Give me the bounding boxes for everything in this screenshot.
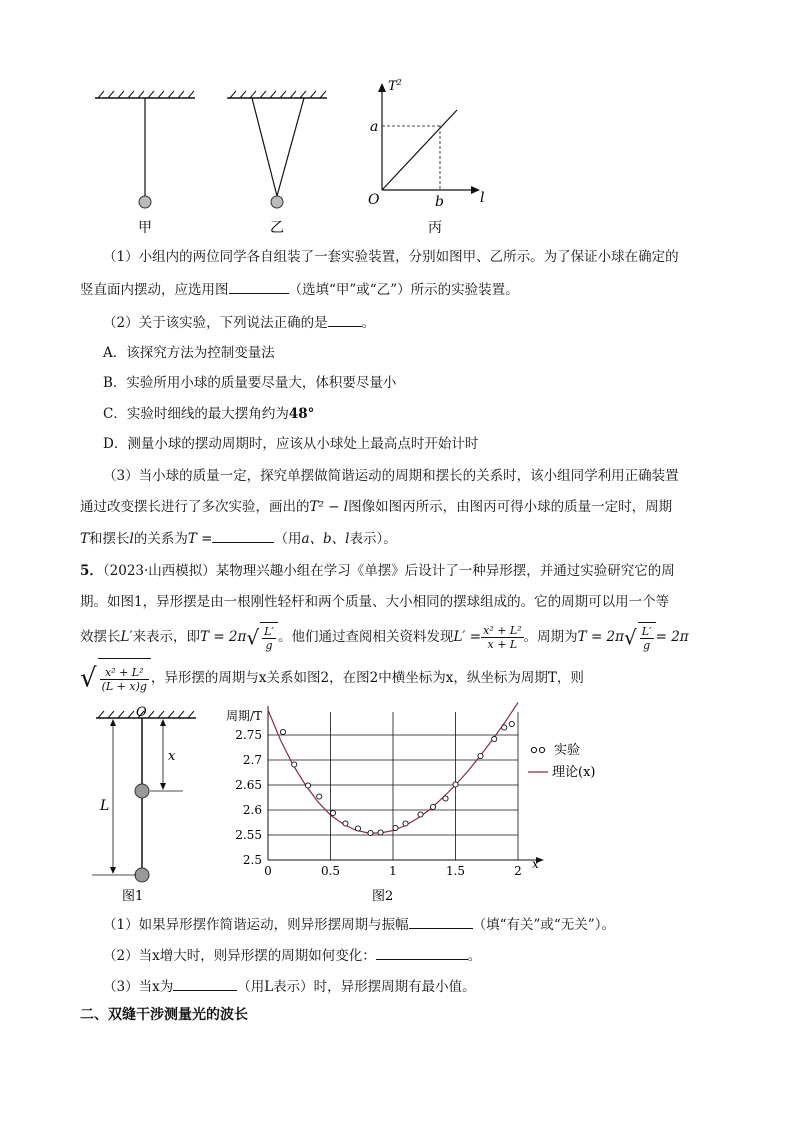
option-c	[103, 404, 314, 424]
q5-sub3-hint: （用L表示）时，异形摆周期有最小值。	[237, 979, 476, 995]
vars-abl: a、b、l	[301, 531, 350, 547]
frac-den: x + L	[487, 638, 518, 651]
answer-blank-1[interactable]	[229, 279, 289, 294]
answer-blank-2[interactable]	[328, 312, 362, 327]
t2-l-expression: T² − l	[309, 499, 349, 515]
q5-number: 5．	[80, 563, 103, 579]
data-point	[378, 830, 383, 835]
q5-text-3b: 来表示，即	[132, 629, 201, 645]
figure-bing	[362, 78, 497, 238]
q4-part3-line1: （3）当小球的质量一定，探究单摆做简谐运动的周期和摆长的关系时，该小组同学利用正确装置	[103, 468, 679, 484]
label-origin: O	[368, 192, 380, 208]
q5-text-3c: 。他们通过查阅相关资料发现	[277, 629, 454, 645]
x-tick-label: 0	[264, 864, 272, 878]
var-T: T	[80, 531, 90, 547]
option-c-angle: 48°	[288, 406, 315, 422]
data-point	[502, 725, 507, 730]
q4-part3-text-e: （用	[274, 531, 302, 547]
option-c-text: C．实验时细线的最大摆角约为	[103, 406, 289, 422]
var-l: l	[129, 531, 134, 547]
data-point	[305, 783, 310, 788]
data-point	[368, 830, 373, 835]
q4-part3-text-a: 通过改变摆长进行了多次实验，画出的	[80, 499, 310, 515]
label-b: b	[435, 194, 444, 210]
figure-2-chart	[222, 700, 622, 908]
q5-text-1: （2023·山西模拟）某物理兴趣小组在学习《单摆》后设计了一种异形摆，并通过实验研究它的周	[102, 563, 675, 579]
answer-blank-5[interactable]	[376, 945, 468, 960]
x-tick-label: 1.5	[445, 864, 466, 878]
data-point	[355, 826, 360, 831]
q4-part3-text-d: 的关系为	[133, 531, 188, 547]
x-tick-label: 1	[389, 864, 397, 878]
q4-part1-hint: （选填“甲”或“乙”）所示的实验装置。	[288, 282, 519, 298]
q4-part3-line3	[80, 528, 397, 549]
data-point	[430, 804, 435, 809]
q5-line4: √ $\frac{\text{x² + L²}}{(L + x)g}$ ，异形摆的周期与x关系如图2，在图2中横坐标为x，纵坐标为周期T，则	[80, 658, 584, 698]
axis-l-label: l	[480, 190, 485, 206]
data-point	[443, 796, 448, 801]
fig1-label-O: O	[136, 705, 147, 720]
data-point	[418, 812, 423, 817]
axis-t2-label: T	[388, 79, 397, 94]
frac-big-num: x² + L²	[100, 666, 149, 680]
q5-sub3-text: （3）当x为	[103, 979, 174, 995]
x-tick-label: 2	[514, 864, 522, 878]
option-d: D．测量小球的摆动周期时，应该从小球处上最高点时开始计时	[103, 436, 479, 452]
fig1-caption: 图1	[122, 889, 144, 904]
y-tick-label: 2.65	[235, 778, 262, 792]
q4-part3-text-f: 表示）。	[349, 531, 397, 547]
q5-text-3d: 。周期为	[523, 629, 578, 645]
t-equals: T =	[187, 531, 213, 547]
frac-g-2: g	[643, 639, 651, 652]
q4-part3-text-b: 图像如图丙所示，由图丙可得小球的质量一定时，周期	[348, 499, 673, 515]
var-Lprime: L′	[120, 629, 133, 645]
label-bing: 丙	[428, 220, 442, 236]
answer-blank-6[interactable]	[173, 976, 237, 991]
label-yi: 乙	[270, 220, 284, 236]
q4-part3-line2	[80, 497, 672, 517]
answer-blank-4[interactable]	[409, 914, 473, 929]
legend-marker-circle-1	[531, 747, 536, 752]
q5-text-4: ，异形摆的周期与x关系如图2，在图2中横坐标为x，纵坐标为周期T，则	[150, 670, 584, 686]
y-tick-label: 2.75	[235, 728, 262, 742]
y-tick-label: 2.6	[242, 803, 262, 817]
figure-jia	[90, 88, 200, 238]
q4-part1-line1: （1）小组内的两位同学各自组装了一套实验装置，分别如图甲、乙所示。为了保证小球在确定的	[103, 249, 679, 265]
data-point	[492, 736, 497, 741]
y-axis-label: 周期/T	[225, 709, 262, 723]
label-a: a	[370, 119, 379, 135]
data-point	[403, 821, 408, 826]
data-point	[393, 825, 398, 830]
frac-num: x² + L²	[483, 624, 522, 637]
axis-t2-sup: 2	[396, 78, 402, 87]
q5-sub3	[103, 976, 476, 997]
q4-part1-line2	[80, 279, 519, 300]
option-b: B．实验所用小球的质量要尽量大，体积要尽量小	[103, 375, 397, 391]
q5-sub2-end: 。	[467, 948, 482, 964]
q5-sub2-text: （2）当x增大时，则异形摆的周期如何变化：	[103, 948, 376, 964]
q4-part2-text: （2）关于该实验，下列说法正确的是	[103, 315, 328, 331]
frac-lp-num-2: L′	[641, 625, 652, 638]
figure-yi	[222, 88, 332, 238]
q5-sub1	[103, 914, 615, 935]
data-point	[317, 794, 322, 799]
fig2-caption: 图2	[372, 889, 394, 904]
legend-exp-label: 实验	[554, 743, 581, 758]
fig1-label-x: x	[168, 749, 176, 764]
y-tick-label: 2.5	[242, 853, 262, 867]
legend-marker-circle-2	[539, 747, 544, 752]
y-tick-label: 2.55	[235, 828, 262, 842]
formula-T: T = 2π	[200, 629, 247, 645]
data-point	[330, 810, 335, 815]
data-point	[478, 753, 483, 758]
legend-theory-label: 理论(x)	[552, 765, 596, 780]
q5-sub1-hint: （填“有关”或“无关”）。	[472, 917, 615, 933]
fig1-label-L: L	[100, 798, 110, 814]
data-point	[453, 782, 458, 787]
q5-line2: 期。如图1，异形摆是由一根刚性轻杆和两个质量、大小相同的摆球组成的。它的周期可以用一个等	[80, 594, 670, 610]
section-heading: 二、双缝干涉测量光的波长	[80, 1007, 248, 1023]
q5-line1	[80, 561, 675, 581]
formula-T2: T = 2π	[577, 629, 625, 645]
q4-part2-end: 。	[361, 315, 376, 331]
q5-sub2	[103, 945, 481, 966]
q5-line3: 效摆长L′来表示，即T = 2π√ $\frac{L'}{g}$ 。他们通过查阅相关资料发现L′ = $\frac{\text{x² + L²}}{x + L}$ 。周期为T = 2π√ $\frac{L'}{g}$ = 2π	[80, 624, 689, 652]
q4-part3-text-c: 和摆长	[89, 531, 130, 547]
x-axis-label: x	[532, 857, 539, 871]
q4-part2	[103, 312, 375, 333]
frac-g: g	[265, 639, 273, 652]
y-tick-label: 2.7	[242, 753, 262, 767]
formula-eq2: = 2π	[655, 629, 689, 645]
q5-sub1-text: （1）如果异形摆作简谐运动，则异形摆周期与振幅	[103, 917, 409, 933]
x-tick-label: 0.5	[320, 864, 341, 878]
q5-text-3a: 效摆长	[80, 629, 121, 645]
option-a: A．该探究方法为控制变量法	[103, 345, 275, 361]
data-point	[509, 721, 514, 726]
answer-blank-3[interactable]	[212, 528, 274, 543]
data-point	[292, 762, 297, 767]
q4-part1-text: 竖直面内摆动，应选用图	[80, 282, 229, 298]
figure-1	[88, 700, 208, 910]
frac-big-den: (L + x)g	[101, 680, 147, 693]
data-point	[343, 821, 348, 826]
formula-Lprime: L′ =	[453, 629, 482, 645]
label-jia: 甲	[138, 220, 152, 236]
svg-text:T2	[388, 78, 402, 94]
data-point	[280, 729, 285, 734]
frac-lp-num: L′	[264, 625, 274, 638]
